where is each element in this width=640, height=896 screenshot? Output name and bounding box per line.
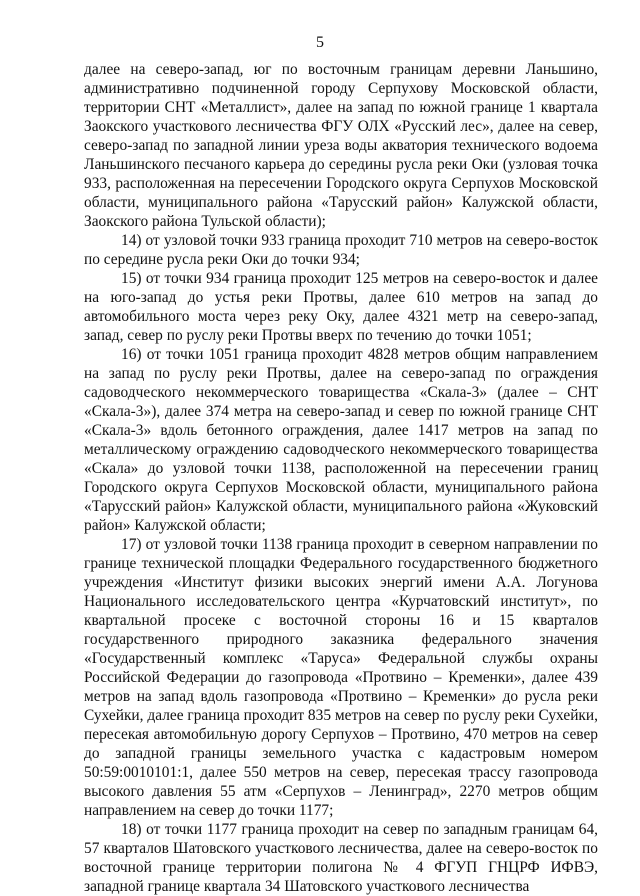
paragraph-item-17: 17) от узловой точки 1138 граница проходит в северном направлении по границе технической площадки Федерального государственного бюджетного учреждения «Институт физики высоких энергий имени А.А. Логунова Национального исследовательского центра «Курчатовский институт», по квартальной просеке с восточной стороны 16 и 15 кварталов государственного природного заказника федерального значения «Государственный комплекс «Таруса» Федеральной службы охраны Российской Федерации до газопровода «Протвино – Кременки», далее 439 метров на запад вдоль газопровода «Протвино – Кременки» до русла реки Сухейки, далее граница проходит 835 метров на север по руслу реки Сухейки, пересекая автомобильную дорогу Серпухов – Протвино, 470 метров на север до западной границы земельного участка с кадастровым номером 50:59:0010101:1, далее 550 метров на север, пересекая трассу газопровода высокого давления 55 атм «Серпухов – Ленинград», 2270 метров общим направлением на север до точки 1177; bbox=[84, 536, 598, 819]
page-number: 5 bbox=[316, 34, 324, 51]
paragraph-item-15: 15) от точки 934 граница проходит 125 метров на северо-восток и далее на юго-запад до устья реки Протвы, далее 610 метров на запад до автомобильного моста через реку Оку, далее 4321 метр на северо-запад, запад, север по руслу реки Протвы вверх по течению до точки 1051; bbox=[84, 270, 598, 344]
paragraph-item-14: 14) от узловой точки 933 граница проходит 710 метров на северо-восток по середине русла реки Оки до точки 934; bbox=[84, 232, 598, 268]
paragraph-continuation: далее на северо-запад, юг по восточным границам деревни Ланьшино, административно подчиненной городу Серпухову Московской области, территории СНТ «Металлист», далее на запад по южной границе 1 квартала Заокского участкового лесничества ФГУ ОЛХ «Русский лес», далее на север, северо-запад по западной линии уреза воды акватория технического водоема Ланьшинского песчаного карьера до середины русла реки Оки (узловая точка 933, расположенная на пересечении Городского округа Серпухов Московской области, муниципального района «Тарусский район» Калужской области, Заокского района Тульской области); bbox=[84, 61, 598, 230]
paragraph-item-16: 16) от точки 1051 граница проходит 4828 метров общим направлением на запад по руслу реки Протвы, далее на северо-запад по ограждения садоводческого некоммерческого товарищества «Скала-3» (далее – СНТ «Скала-3»), далее 374 метра на северо-запад и север по южной границе СНТ «Скала-3» вдоль бетонного ограждения, далее 1417 метров на запад по металлическому ограждению садоводческого некоммерческого товарищества «Скала» до узловой точки 1138, расположенной на пересечении границ Городского округа Серпухов Московской области, муниципального района «Тарусский район» Калужской области, муниципального района «Жуковский район» Калужской области; bbox=[84, 346, 598, 534]
document-body bbox=[84, 60, 598, 896]
paragraph-item-18: 18) от точки 1177 граница проходит на север по западным границам 64, 57 кварталов Шатовского участкового лесничества, далее на северо-восток по восточной границе территории полигона № 4 ФГУП ГНЦРФ ИФВЭ, западной границе квартала 34 Шатовского участкового лесничества bbox=[84, 821, 598, 895]
